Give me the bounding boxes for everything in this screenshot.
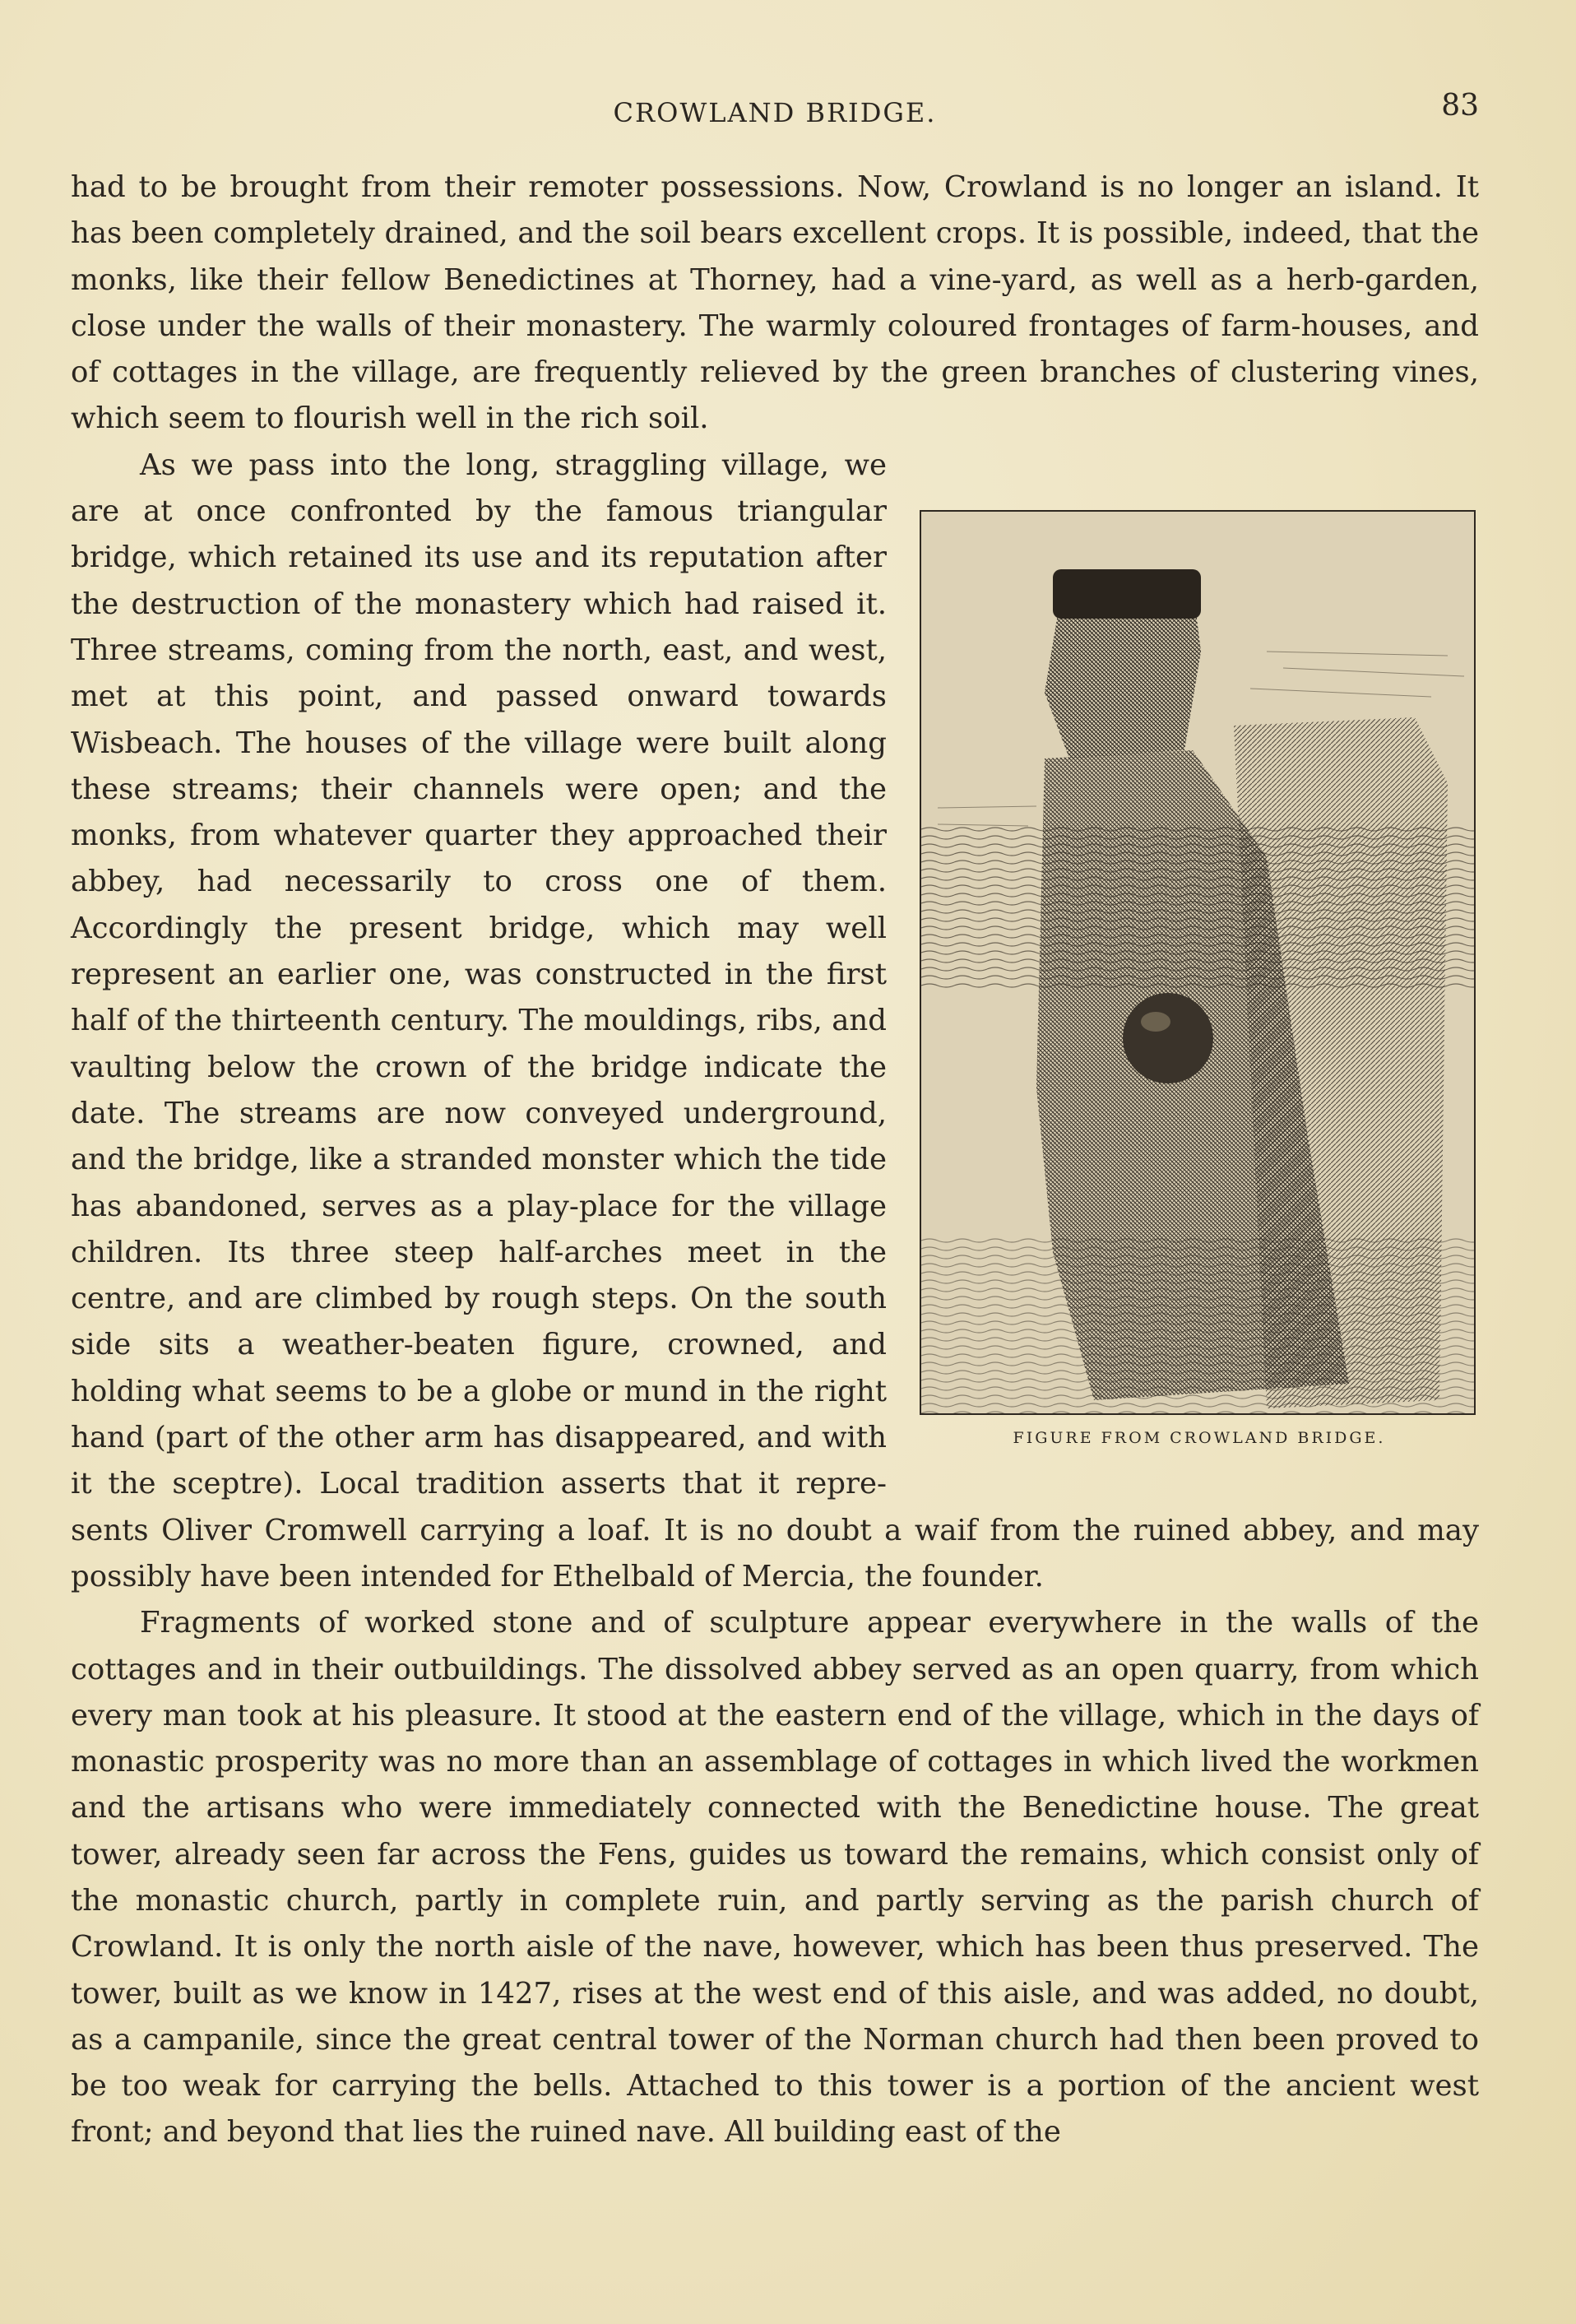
book-page <box>71 82 1479 2271</box>
body-text <box>71 165 1479 2156</box>
figure-illustration <box>920 510 1476 1415</box>
running-title: CROWLAND BRIDGE. <box>613 97 937 128</box>
figure-caption: FIGURE FROM CROWLAND BRIDGE. <box>1013 1428 1386 1447</box>
page-header <box>71 89 1479 130</box>
figure <box>920 485 1479 1473</box>
stone-figure-engraving <box>921 512 1474 1413</box>
paragraph-3: Fragments of worked stone and of sculpture appear everywhere in the walls of the cottages and in their outbuildings. The dissolved abbey served as an open quarry, from which every man took at his pleasure. It stood at the eastern end of the village, which in the days of monastic prosperity was no more than an assemblage of cottages in which lived the workmen and the artisans who were immediately connected with the Benedictine house. The great tower, already seen far across the Fens, guides us toward the remains, which consist only of the monastic church, partly in complete ruin, and partly serving as the parish church of Crowland. It is only the north aisle of the nave, however, which has been thus preserved. The tower, built as we know in 1427, rises at the west end of this aisle, and was added, no doubt, as a campanile, since the great central tower of the Norman church had then been proved to be too weak for carrying the bells. Attached to this tower is a portion of the ancient west front; and beyond that lies the ruined nave. All building east of the <box>71 1606 1479 2150</box>
paragraph-2: As we pass into the long, straggling village, we are at once confronted by the famous triangular bridge, which retained its use and its reputation after the destruction of the monastery which had raised it. Three streams, coming from the north, east, and west, met at this point, and passed onward towards Wisbeach. The houses of the village were built along these streams; their channels were open; and the monks, from whatever quarter they approached their abbey, had necessarily to cross one of them. Accordingly the present bridge, which may well represent an earlier one, was constructed in the first half of the thirteenth century. The mouldings, ribs, and vaulting below the crown of the bridge indicate the date. The streams are now conveyed underground, and the bridge, like a stranded monster which the tide has abandoned, serves as a play-place for the village children. Its three steep half-arches meet in the centre, and are climbed by rough steps. On the south side sits a weather-beaten figure, crowned, and holding what seems to be a globe or mund in the right hand (part of the other arm has disappeared, and with it the sceptre). Local tradition asserts that it repre-sents Oliver Cromwell carrying a loaf. It is no doubt a waif from the ruined abbey, and may possibly have been intended for Ethelbald of Mercia, the founder. <box>71 448 1479 1593</box>
page-number: 83 <box>1441 89 1479 123</box>
paragraph-1: had to be brought from their remoter possessions. Now, Crowland is no longer an island. It has been completely drained, and the soil bears excellent crops. It is possible, indeed, that the monks, like their fellow Benedictines at Thorney, had a vine-yard, as well as a herb-garden, close under the walls of their monastery. The warmly coloured frontages of farm-houses, and of cottages in the village, are frequently relieved by the green branches of clustering vines, which seem to flourish well in the rich soil. <box>71 170 1479 436</box>
